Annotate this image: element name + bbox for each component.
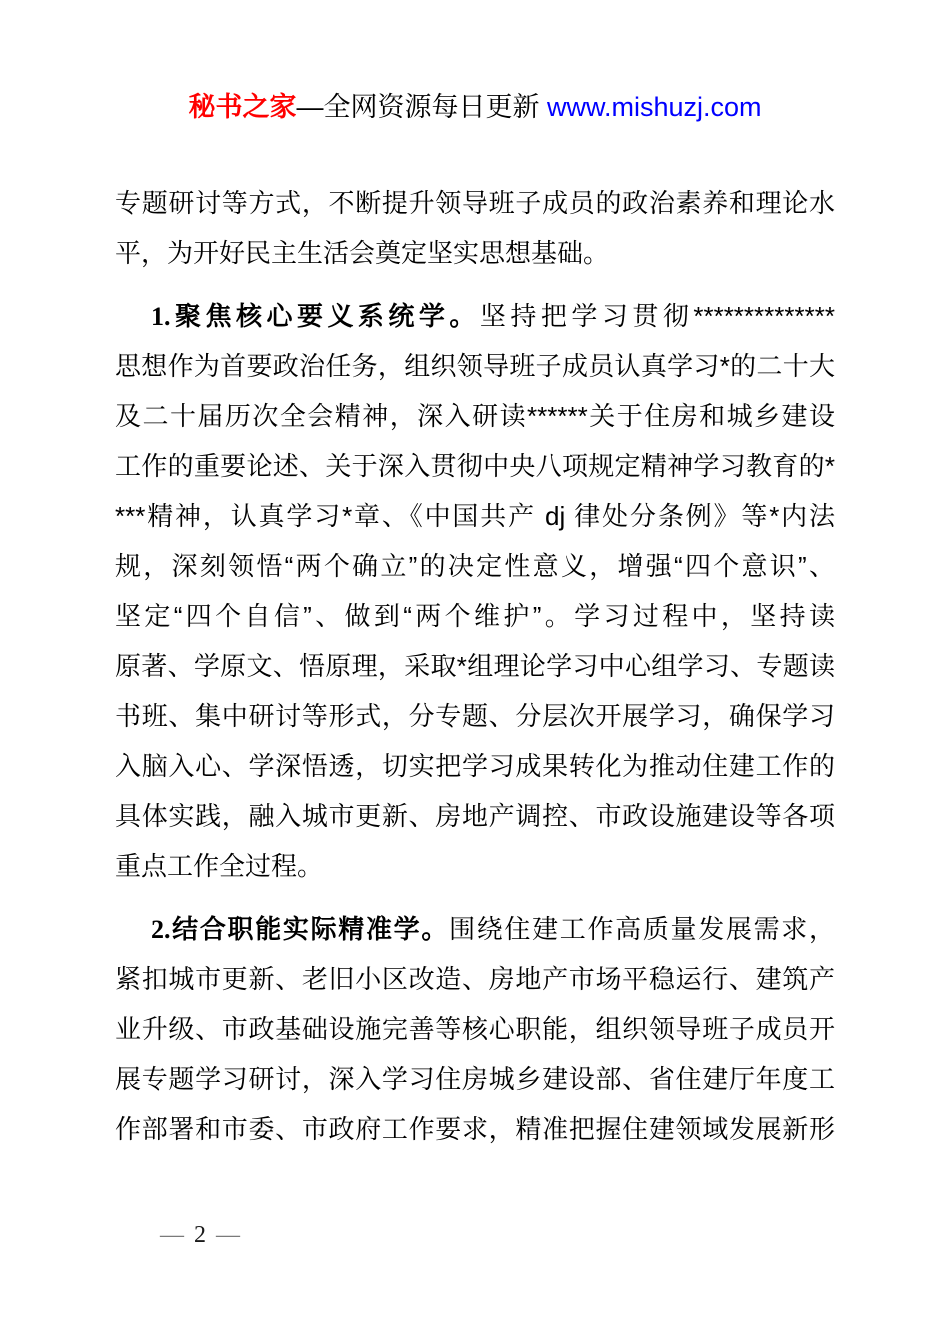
page-number-value: 2 [194, 1222, 206, 1248]
text-line [115, 1104, 835, 1154]
text-line [115, 641, 835, 691]
text-run-num: 2. [151, 915, 171, 944]
site-brand: 秘书之家 [188, 92, 297, 122]
text-run: 入脑入心、学深悟透，切实把学习成果转化为推动住建工作的 [115, 751, 835, 781]
paragraph [115, 291, 835, 891]
text-run: 规，深刻领悟“两个确立”的决定性意义，增强“四个意识”、 [115, 551, 835, 581]
text-run: 业升级、市政基础设施完善等核心职能，组织领导班子成员开 [115, 1014, 835, 1044]
text-line [115, 904, 835, 954]
text-run-bold: 聚焦核心要义系统学。 [170, 301, 480, 331]
text-run-num: 1. [151, 302, 171, 331]
text-run: 原著、学原文、悟原理，采取*组理论学习中心组学习、专题读 [115, 651, 835, 681]
text-line [115, 228, 835, 278]
text-run: 作部署和市委、市政府工作要求，精准把握住建领域发展新形 [115, 1114, 835, 1144]
text-line [115, 741, 835, 791]
site-header [0, 90, 950, 124]
text-run: 工作的重要论述、关于深入贯彻中央八项规定精神学习教育的* [115, 451, 835, 481]
text-line [115, 1004, 835, 1054]
document-body [115, 178, 835, 1154]
text-line [115, 841, 835, 891]
text-line [115, 1054, 835, 1104]
text-run-bold: 结合职能实际精准学。 [170, 914, 450, 944]
page-number-dash-left: — [160, 1222, 184, 1248]
text-line [115, 441, 835, 491]
text-run: 书班、集中研讨等形式，分专题、分层次开展学习，确保学习 [115, 701, 835, 731]
text-line [115, 954, 835, 1004]
text-line [115, 341, 835, 391]
text-line [115, 591, 835, 641]
site-url-link[interactable]: www.mishuzj.com [546, 92, 762, 122]
text-run: 及二十届历次全会精神，深入研读******关于住房和城乡建设 [115, 401, 835, 431]
text-line [115, 291, 835, 341]
text-run: 展专题学习研讨，深入学习住房城乡建设部、省住建厅年度工 [115, 1064, 835, 1094]
text-line [115, 491, 835, 541]
text-run: ***精神，认真学习*章、《中国共产 dj 律处分条例》等*内法 [115, 501, 835, 531]
text-run: 思想作为首要政治任务，组织领导班子成员认真学习*的二十大 [115, 351, 835, 381]
text-line [115, 541, 835, 591]
page-number-dash-right: — [216, 1222, 240, 1248]
text-run: 围绕住建工作高质量发展需求， [449, 914, 835, 944]
text-run: 紧扣城市更新、老旧小区改造、房地产市场平稳运行、建筑产 [115, 964, 835, 994]
text-line [115, 178, 835, 228]
text-line [115, 791, 835, 841]
text-run: 坚定“四个自信”、做到“两个维护”。学习过程中，坚持读 [115, 601, 835, 631]
text-line [115, 691, 835, 741]
text-run: 坚持把学习贯彻************** [479, 301, 835, 331]
paragraph [115, 904, 835, 1154]
site-tagline: —全网资源每日更新 [296, 92, 547, 122]
text-run: 重点工作全过程。 [115, 851, 324, 881]
text-run: 平，为开好民主生活会奠定坚实思想基础。 [115, 238, 610, 268]
text-line [115, 391, 835, 441]
paragraph [115, 178, 835, 278]
text-run: 专题研讨等方式，不断提升领导班子成员的政治素养和理论水 [115, 188, 835, 218]
page-number [160, 1220, 240, 1250]
text-run: 具体实践，融入城市更新、房地产调控、市政设施建设等各项 [115, 801, 835, 831]
